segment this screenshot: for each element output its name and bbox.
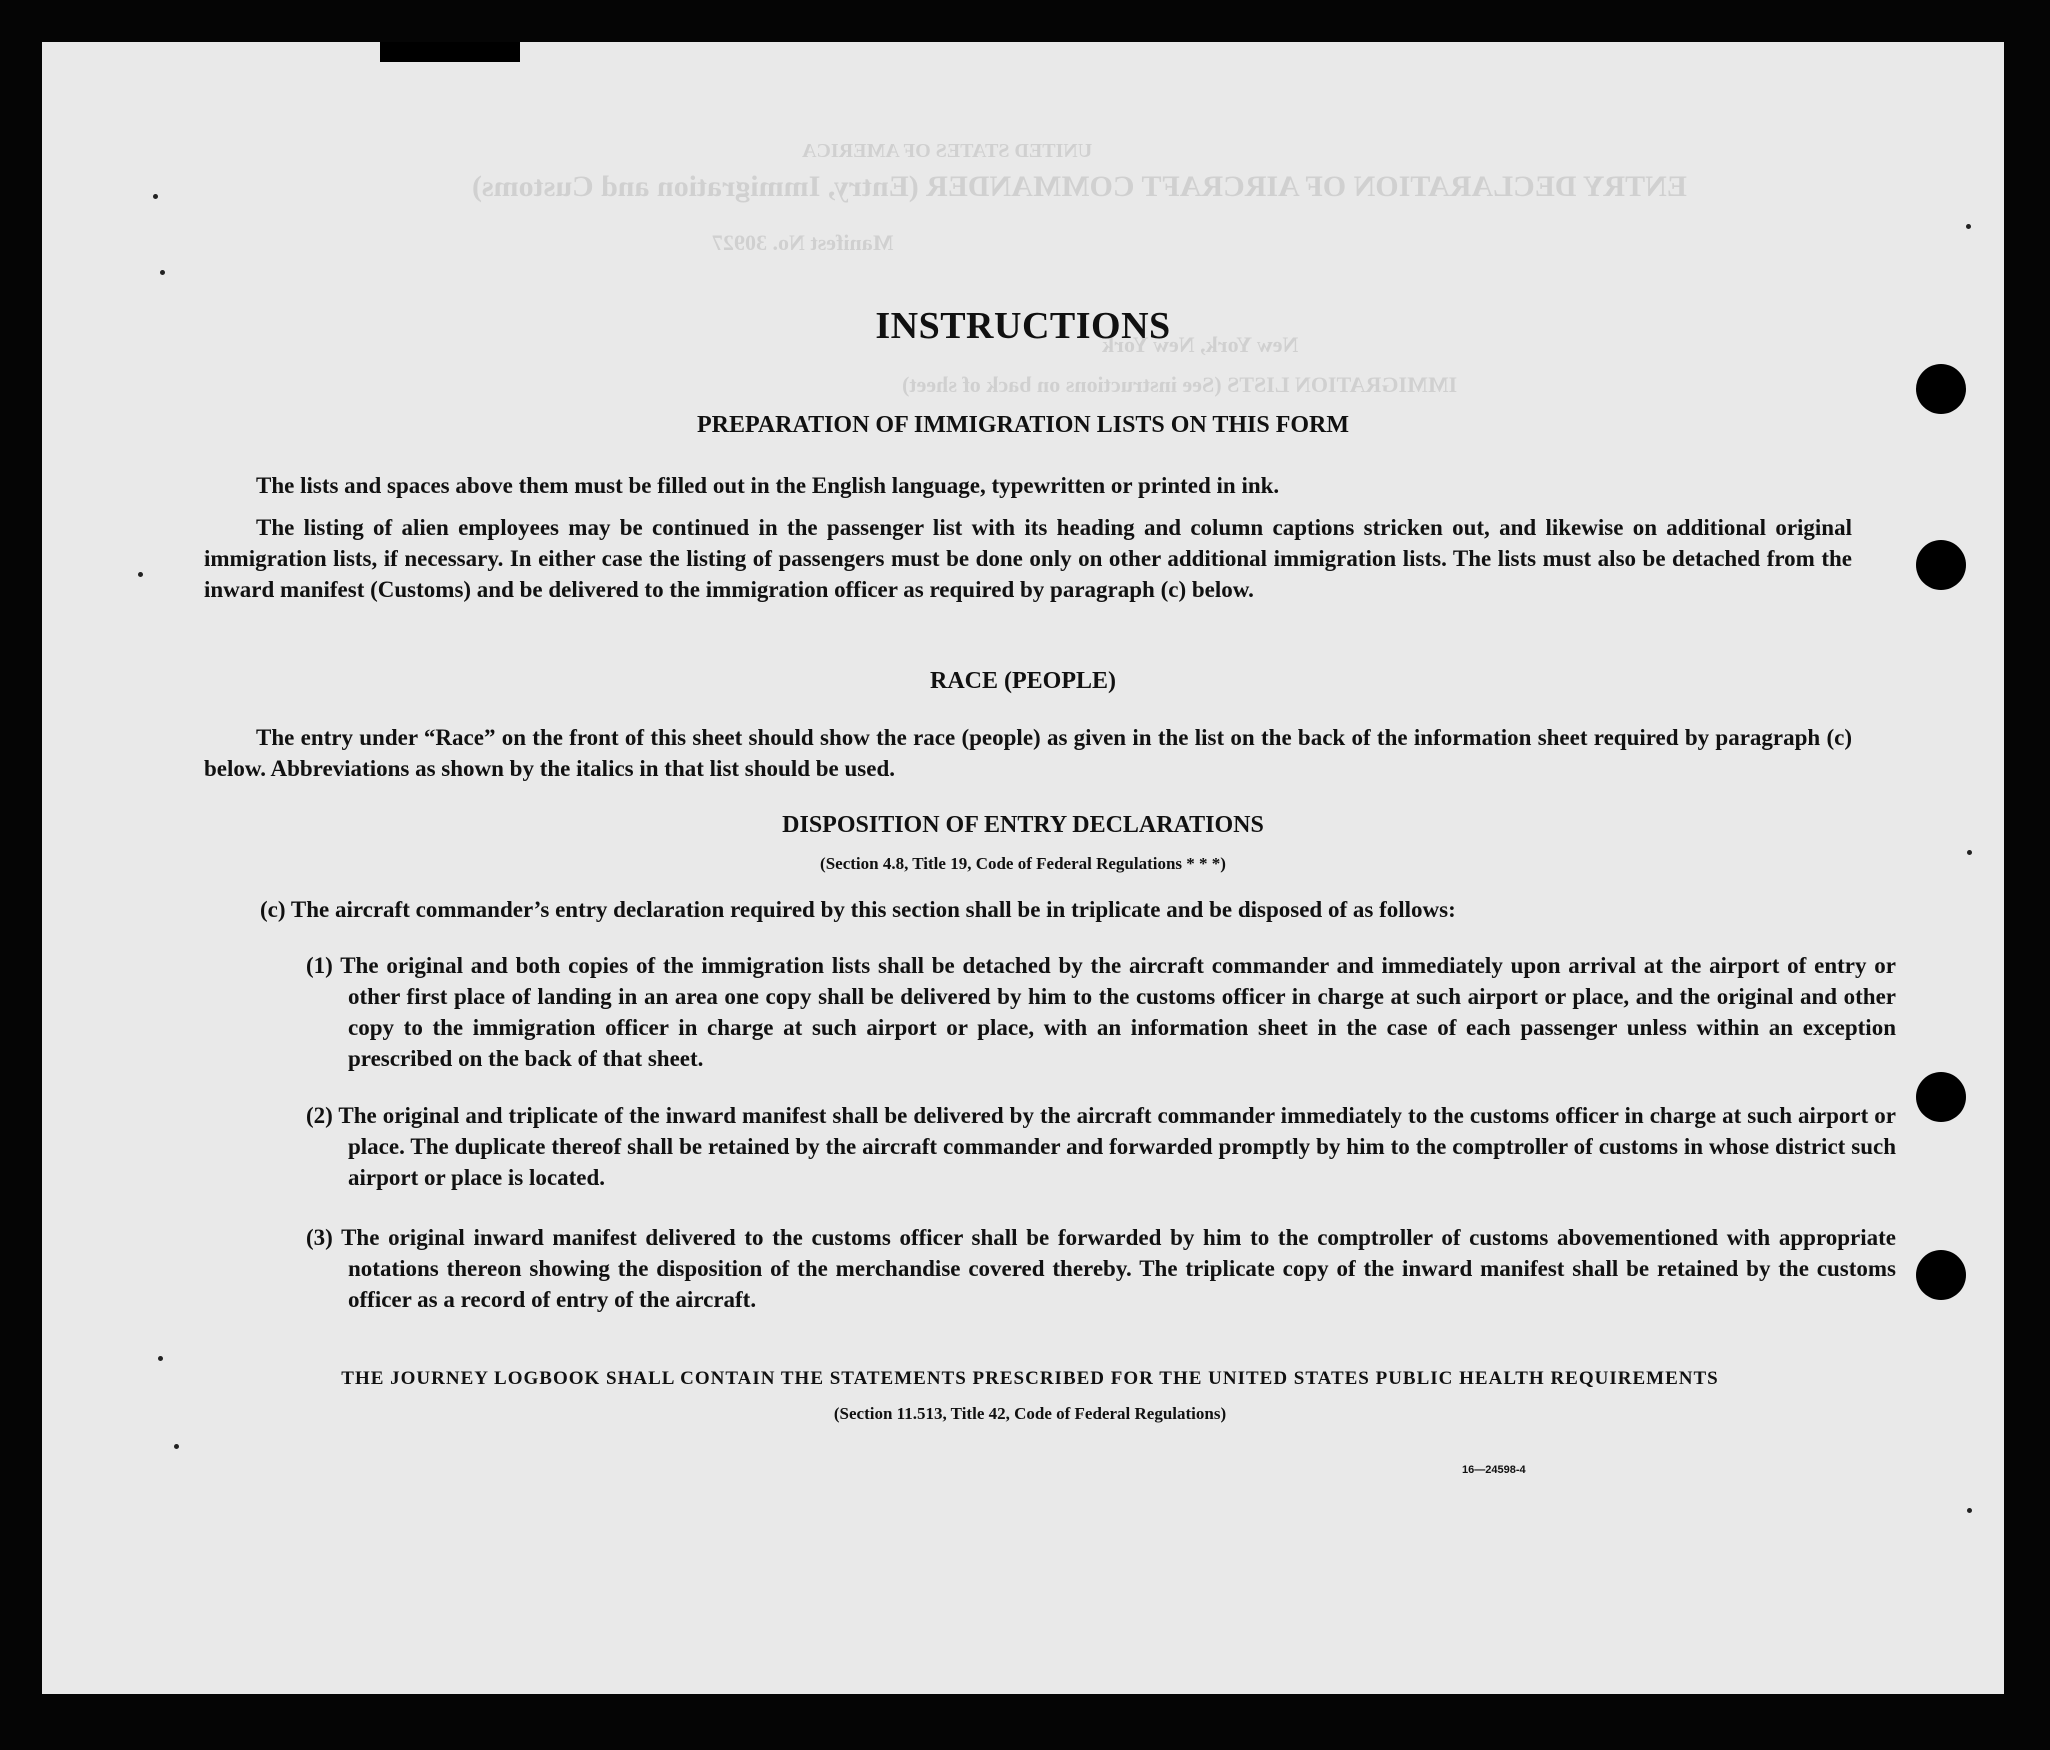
section-heading-race: RACE (PEOPLE): [930, 668, 1116, 694]
punch-hole: [1916, 1072, 1966, 1122]
paper-speck: [160, 270, 165, 275]
paragraph-preparation-2: The listing of alien employees may be continued in the passenger list with its heading and column captions stricken out, and likewise on additional original immigration lists, if necessary. In either case the listing of passengers must be done only on other additional immigration lists. The lists must also be detached from the inward manifest (Customs) and be delivered to the immigration officer as required by paragraph (c) below.: [204, 515, 1852, 602]
footer-statement: THE JOURNEY LOGBOOK SHALL CONTAIN THE STATEMENTS PRESCRIBED FOR THE UNITED STATES PUBLIC HEALTH REQUIREMENTS: [341, 1368, 1719, 1389]
list-item: (3) The original inward manifest delivered to the customs officer shall be forwarded by him to the comptroller of customs abovementioned with appropriate notations thereon showing the disposition of the merchandise covered thereby. The triplicate copy of the inward manifest shall be retained by the customs officer as a record of entry of the aircraft.: [306, 1225, 1896, 1312]
list-item: (1) The original and both copies of the immigration lists shall be detached by the aircraft commander and immediately upon arrival at the airport of entry or other first place of landing in an area one copy shall be delivered by him to the customs officer in charge at such airport or place, and the original and other copy to the immigration officer in charge at such airport or place, with an information sheet in the case of each passenger unless within an exception prescribed on the back of that sheet.: [306, 953, 1896, 1071]
section-heading-preparation: PREPARATION OF IMMIGRATION LISTS ON THIS FORM: [696, 412, 1350, 438]
list-item: (2) The original and triplicate of the inward manifest shall be delivered by the aircraft commander immediately to the customs officer in charge at such airport or place. The duplicate thereof shall be retained by the aircraft commander and forwarded promptly by him to the comptroller of customs in whose district such airport or place is located.: [306, 1103, 1896, 1190]
paper-speck: [153, 194, 158, 199]
bleed-through-line: UNITED STATES OF AMERICA: [802, 140, 1093, 162]
punch-hole: [1916, 1250, 1966, 1300]
punch-hole: [1916, 540, 1966, 590]
paper-speck: [1966, 224, 1971, 229]
paragraph-disposition-intro: (c) The aircraft commander’s entry declaration required by this section shall be in triplicate and be disposed of as follows:: [260, 897, 1456, 922]
punch-hole: [1916, 364, 1966, 414]
paper-speck: [158, 1356, 163, 1361]
paragraph-race: The entry under “Race” on the front of this sheet should show the race (people) as given in the list on the back of the information sheet required by paragraph (c) below. Abbreviations as shown by the italics in that list should be used.: [204, 725, 1852, 781]
form-number: 16—24598-4: [1462, 1464, 1526, 1476]
section-heading-disposition: DISPOSITION OF ENTRY DECLARATIONS: [782, 812, 1264, 838]
paper-speck: [1967, 1508, 1972, 1513]
page-title: INSTRUCTIONS: [875, 305, 1171, 347]
footer-citation: (Section 11.513, Title 42, Code of Federal Regulations): [833, 1404, 1227, 1423]
paper-speck: [174, 1444, 179, 1449]
bleed-through-line: ENTRY DECLARATION OF AIRCRAFT COMMANDER (Entry, Immigration and Customs): [472, 170, 1687, 203]
bleed-through-line: Manifest No. 30927: [712, 230, 894, 255]
paragraph-preparation-1: The lists and spaces above them must be filled out in the English language, typewritten or printed in ink.: [256, 473, 1280, 498]
paper-tab: [380, 42, 520, 62]
bleed-through-line: New York, New York: [1102, 332, 1299, 357]
paper-speck: [138, 572, 143, 577]
section-citation-disposition: (Section 4.8, Title 19, Code of Federal Regulations * * *): [820, 854, 1226, 873]
bleed-through-line: IMMIGRATION LISTS (See instructions on back of sheet): [902, 372, 1458, 397]
document-sheet: [42, 42, 2004, 1694]
